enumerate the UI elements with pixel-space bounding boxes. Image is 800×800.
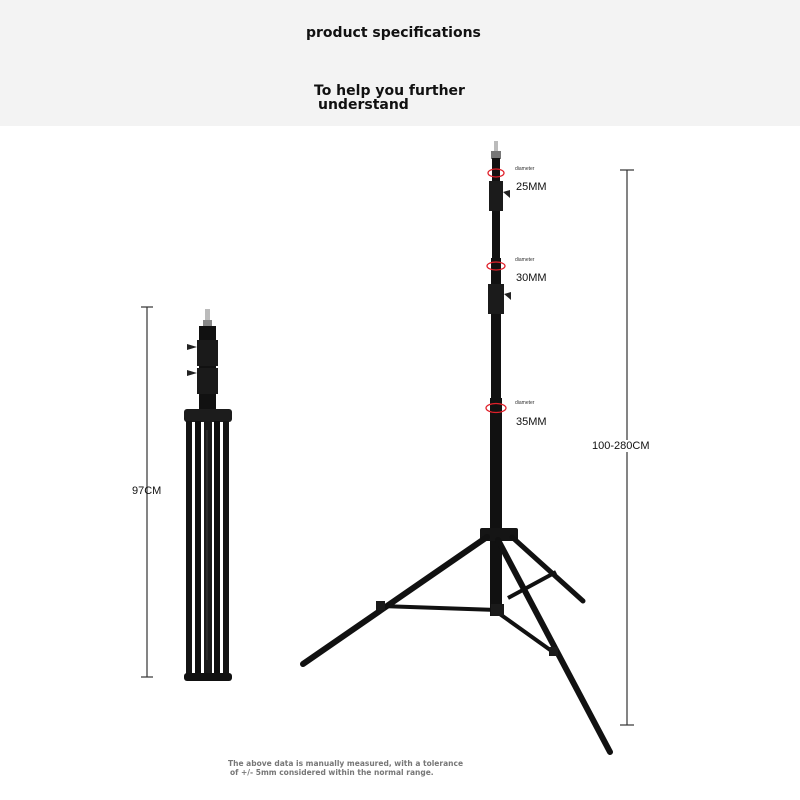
measurement-footnote <box>228 760 463 777</box>
diameter-caption-bottom: diameter <box>515 400 535 406</box>
extended-stand-image <box>303 141 610 752</box>
diameter-value-middle: 30MM <box>516 272 547 284</box>
page-title: product specifications <box>306 25 481 41</box>
diameter-value-bottom: 35MM <box>516 416 547 428</box>
footnote-line-1: The above data is manually measured, with a tolerance <box>228 759 464 768</box>
folded-height-label: 97CM <box>132 485 162 497</box>
footnote-line-2: of +/- 5mm considered within the normal range. <box>230 767 434 777</box>
subtitle-line-2: understand <box>318 97 409 113</box>
subtitle-line-1: To help you further <box>314 83 465 99</box>
diameter-value-top: 25MM <box>516 181 547 193</box>
diameter-caption-top: diameter <box>515 166 535 172</box>
folded-stand-image <box>184 309 232 681</box>
extended-height-label: 100-280CM <box>592 440 650 452</box>
diameter-caption-middle: diameter <box>515 257 535 263</box>
